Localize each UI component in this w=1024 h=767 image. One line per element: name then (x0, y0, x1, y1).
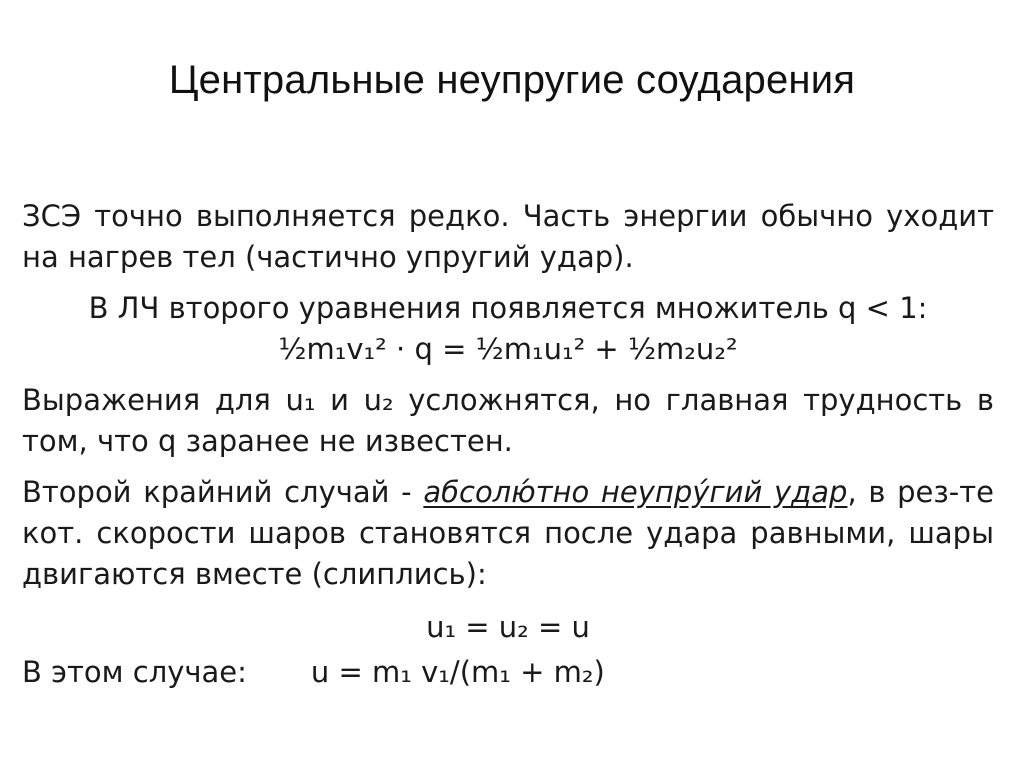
multiplier-line: В ЛЧ второго уравнения появляется множитель q < 1: (88, 291, 928, 325)
final-row (22, 652, 994, 693)
final-label: В этом случае: (22, 655, 247, 689)
inelastic-intro: Второй крайний случай - (22, 475, 424, 509)
paragraph-multiplier (22, 288, 994, 370)
slide-title: Центральные неупругие соударения (168, 58, 856, 102)
paragraph-energy: ЗСЭ точно выполняется редко. Часть энергии обычно уходит на нагрев тел (частично упругий удар). (22, 199, 994, 274)
energy-formula: ½m₁v₁² · q = ½m₁u₁² + ½m₂u₂² (278, 332, 738, 366)
final-formula: u = m₁ v₁/(m₁ + m₂) (310, 655, 605, 689)
paragraph-inelastic (22, 472, 994, 595)
inelastic-rest: , в рез-те кот. скорости шаров становятся после удара равными, шары двигаются вместе (слиплись): (22, 475, 994, 591)
equal-velocity-formula: u₁ = u₂ = u (426, 610, 590, 644)
slide-body (22, 196, 994, 693)
inelastic-term: абсолю́тно неупру́гий удар (423, 475, 848, 509)
paragraph-difficulty: Выражения для u₁ и u₂ усложнятся, но главная трудность в том, что q заранее не известен. (22, 383, 994, 458)
